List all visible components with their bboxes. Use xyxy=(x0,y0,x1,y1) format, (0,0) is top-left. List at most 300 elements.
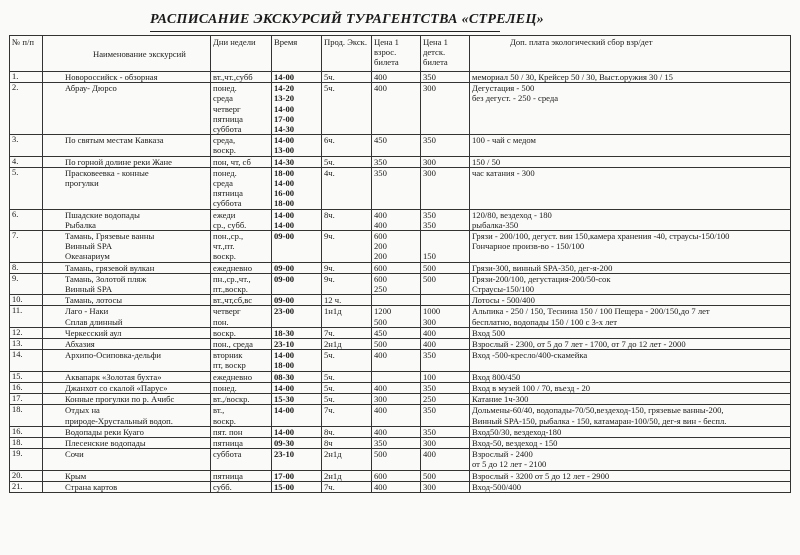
adult-price-line: 500 xyxy=(374,316,387,327)
extra-fees-line: Лотосы - 500/400 xyxy=(472,295,535,306)
duration: 12 ч. xyxy=(322,295,372,306)
departure-time-line: 16-00 xyxy=(274,188,295,199)
table-row xyxy=(10,156,791,167)
days-of-week-line: пт, воскр xyxy=(213,360,246,371)
adult-price-line: 600 xyxy=(374,273,387,284)
header-cell: Наименование экскурсий xyxy=(43,36,211,72)
child-price xyxy=(421,327,470,338)
duration: 5ч. xyxy=(322,350,372,371)
duration: 8ч xyxy=(322,437,372,448)
adult-price xyxy=(372,339,421,350)
extra-fees xyxy=(470,72,791,83)
row-number: 16. xyxy=(10,382,43,393)
days-of-week-line: воскр. xyxy=(213,145,236,156)
departure-time-line: 17-00 xyxy=(274,113,295,124)
table-row xyxy=(10,382,791,393)
child-price-line: 1000 xyxy=(423,306,441,317)
table-row xyxy=(10,437,791,448)
days-of-week xyxy=(211,382,272,393)
child-price xyxy=(421,167,470,209)
row-number: 14. xyxy=(10,350,43,371)
excursion-name xyxy=(43,167,211,209)
adult-price xyxy=(372,72,421,83)
child-price xyxy=(421,156,470,167)
extra-fees xyxy=(470,426,791,437)
header-cell: № п/п xyxy=(10,36,43,72)
extra-fees xyxy=(470,273,791,294)
row-number: 2. xyxy=(10,83,43,135)
child-price xyxy=(421,72,470,83)
days-of-week-line: пон. xyxy=(213,316,229,327)
excursion-name-line: Страна картов xyxy=(65,481,118,492)
duration: 5ч. xyxy=(322,156,372,167)
table-row xyxy=(10,135,791,156)
table-row xyxy=(10,394,791,405)
extra-fees-line: 120/80, вездеход - 180 xyxy=(472,209,552,220)
adult-price-line: 400 xyxy=(374,426,387,437)
extra-fees-line: Взрослый - 2300, от 5 до 7 лет - 1700, от 7 до 12 лет - 2000 xyxy=(472,339,686,350)
row-number: 3. xyxy=(10,135,43,156)
excursion-name-line: Абрау- Дюрсо xyxy=(65,83,117,94)
excursion-name xyxy=(43,72,211,83)
days-of-week xyxy=(211,273,272,294)
child-price xyxy=(421,481,470,492)
days-of-week xyxy=(211,394,272,405)
excursion-name xyxy=(43,470,211,481)
departure-time xyxy=(272,339,322,350)
excursion-name-line: Тамань, Грязевые ванны xyxy=(65,231,155,242)
child-price xyxy=(421,350,470,371)
adult-price-line: 400 xyxy=(374,219,387,230)
child-price-line: 300 xyxy=(423,481,436,492)
table-row xyxy=(10,449,791,470)
adult-price-line: 350 xyxy=(374,156,387,167)
departure-time-line: 23-00 xyxy=(274,306,295,317)
extra-fees xyxy=(470,295,791,306)
child-price-line: 400 xyxy=(423,327,436,338)
departure-time-line: 08-30 xyxy=(274,371,295,382)
days-of-week xyxy=(211,327,272,338)
days-of-week-line: пн.,ср.,чт., xyxy=(213,273,251,284)
child-price-line: 400 xyxy=(423,449,436,460)
extra-fees-line: Катание 1ч-300 xyxy=(472,394,529,405)
departure-time xyxy=(272,327,322,338)
extra-fees-line: Грязи-300, винный SPA-350, дег-я-200 xyxy=(472,262,613,273)
row-number: 5. xyxy=(10,167,43,209)
child-price-line: 300 xyxy=(423,316,436,327)
adult-price-line: 200 xyxy=(374,241,387,252)
header-cell: Дни недели xyxy=(211,36,272,72)
adult-price-line: 350 xyxy=(374,437,387,448)
departure-time-line: 14-00 xyxy=(274,426,295,437)
table-row xyxy=(10,273,791,294)
excursion-name-line: Черкесский аул xyxy=(65,327,122,338)
days-of-week-line: суббота xyxy=(213,198,242,209)
header-cell: Доп. плата экологический сбор взр/дет xyxy=(470,36,791,72)
adult-price xyxy=(372,350,421,371)
excursion-name-line: Пшадские водопады xyxy=(65,209,140,220)
extra-fees xyxy=(470,156,791,167)
excursion-name-line: Абхазия xyxy=(65,339,95,350)
row-number: 19. xyxy=(10,449,43,470)
extra-fees-line: Вход-500/400 xyxy=(472,481,522,492)
table-row xyxy=(10,339,791,350)
row-number: 15. xyxy=(10,371,43,382)
extra-fees-line: 100 - чай с медом xyxy=(472,135,536,146)
adult-price-line: 300 xyxy=(374,394,387,405)
excursion-name-line: Плесенские водопады xyxy=(65,437,146,448)
days-of-week-line: пон., среда xyxy=(213,339,253,350)
adult-price-line: 250 xyxy=(374,284,387,295)
departure-time-line: 14-00 xyxy=(274,135,295,146)
child-price-line: 300 xyxy=(423,437,436,448)
departure-time xyxy=(272,405,322,426)
adult-price-line: 400 xyxy=(374,405,387,416)
extra-fees xyxy=(470,449,791,470)
departure-time-line: 23-10 xyxy=(274,449,295,460)
days-of-week-line: вт.,чт.,субб xyxy=(213,72,253,82)
child-price xyxy=(421,262,470,273)
days-of-week xyxy=(211,295,272,306)
adult-price xyxy=(372,83,421,135)
days-of-week xyxy=(211,209,272,230)
departure-time xyxy=(272,209,322,230)
days-of-week xyxy=(211,135,272,156)
excursion-name-line: Рыбалка xyxy=(65,219,96,230)
row-number: 12. xyxy=(10,327,43,338)
duration: 5ч. xyxy=(322,394,372,405)
child-price-line: 500 xyxy=(423,470,436,481)
days-of-week xyxy=(211,339,272,350)
row-number: 16. xyxy=(10,426,43,437)
extra-fees-line: Грязи-200/100, дегустация-200/50-сок xyxy=(472,273,611,284)
table-row xyxy=(10,405,791,426)
child-price-line: 500 xyxy=(423,262,436,273)
child-price-line: 300 xyxy=(423,167,436,178)
child-price xyxy=(421,449,470,470)
excursion-name xyxy=(43,339,211,350)
extra-fees-line: час катания - 300 xyxy=(472,167,535,178)
days-of-week-line: четверг xyxy=(213,306,241,317)
excursion-name xyxy=(43,437,211,448)
departure-time xyxy=(272,83,322,135)
days-of-week-line: пон.,ср., xyxy=(213,231,244,242)
adult-price-line xyxy=(374,372,418,382)
days-of-week-line: пон, чт, сб xyxy=(213,156,251,167)
departure-time-line: 18-30 xyxy=(274,327,295,338)
child-price xyxy=(421,339,470,350)
departure-time-line: 15-00 xyxy=(274,481,295,492)
extra-fees-line: мемориал 50 / 30, Крейсер 50 / 30, Выст.оружия 30 / 15 xyxy=(472,72,673,82)
departure-time xyxy=(272,295,322,306)
adult-price-line: 400 xyxy=(374,209,387,220)
excursion-name-line: Прасковеевка - конные xyxy=(65,167,149,178)
excursion-name-line: Джанхот со скалой «Парус» xyxy=(65,382,168,393)
excursion-name xyxy=(43,327,211,338)
days-of-week-line: понед. xyxy=(213,83,237,94)
row-number: 10. xyxy=(10,295,43,306)
adult-price-line: 400 xyxy=(374,481,387,492)
excursion-name-line: Архипо-Осиповка-дельфи xyxy=(65,350,162,361)
departure-time-line: 23-10 xyxy=(274,339,295,350)
child-price-line: 500 xyxy=(423,273,436,284)
excursion-table xyxy=(9,35,791,493)
row-number: 1. xyxy=(10,72,43,83)
departure-time-line: 17-00 xyxy=(274,470,295,481)
child-price xyxy=(421,426,470,437)
extra-fees-line: Вход 500 xyxy=(472,327,506,338)
child-price-line: 300 xyxy=(423,83,436,94)
header-cell: Цена 1 детск. билета xyxy=(421,36,470,72)
child-price-line: 350 xyxy=(423,72,436,82)
adult-price xyxy=(372,449,421,470)
extra-fees-line: Вход50/30, вездеход-180 xyxy=(472,426,562,437)
child-price xyxy=(421,405,470,426)
excursion-name-line: Водопады реки Куаго xyxy=(65,426,144,437)
child-price-line xyxy=(423,231,467,241)
table-row xyxy=(10,209,791,230)
duration: 2н1д xyxy=(322,470,372,481)
excursion-name xyxy=(43,405,211,426)
duration: 2н1д xyxy=(322,339,372,350)
header-cell: Цена 1 взрос. билета xyxy=(372,36,421,72)
row-number: 9. xyxy=(10,273,43,294)
departure-time-line: 09-00 xyxy=(274,262,295,273)
extra-fees xyxy=(470,231,791,263)
adult-price-line: 350 xyxy=(374,167,387,178)
departure-time-line: 14-00 xyxy=(274,72,295,82)
departure-time xyxy=(272,481,322,492)
departure-time xyxy=(272,231,322,263)
excursion-name-line: Отдых на xyxy=(65,405,100,416)
excursion-name-line: Винный SPA xyxy=(65,241,113,252)
extra-fees-line: Страусы-150/100 xyxy=(472,284,535,295)
row-number: 13. xyxy=(10,339,43,350)
excursion-name-line: Сочи xyxy=(65,449,84,460)
excursion-name xyxy=(43,231,211,263)
adult-price xyxy=(372,156,421,167)
duration: 9ч. xyxy=(322,273,372,294)
departure-time-line: 14-00 xyxy=(274,219,295,230)
extra-fees-line: Грязи - 200/100, дегуст. вин 150,камера хранения -40, страусы-150/100 xyxy=(472,231,730,242)
departure-time-line: 14-00 xyxy=(274,103,295,114)
adult-price xyxy=(372,167,421,209)
excursion-name xyxy=(43,209,211,230)
departure-time-line: 14-00 xyxy=(274,382,295,393)
extra-fees xyxy=(470,327,791,338)
duration: 7ч. xyxy=(322,405,372,426)
adult-price xyxy=(372,470,421,481)
duration: 5ч. xyxy=(322,371,372,382)
table-row xyxy=(10,262,791,273)
excursion-name xyxy=(43,295,211,306)
days-of-week xyxy=(211,167,272,209)
child-price xyxy=(421,83,470,135)
days-of-week-line: вт.,/воскр. xyxy=(213,394,250,405)
excursion-name xyxy=(43,156,211,167)
departure-time xyxy=(272,437,322,448)
row-number: 6. xyxy=(10,209,43,230)
extra-fees xyxy=(470,167,791,209)
duration: 5ч. xyxy=(322,72,372,83)
days-of-week xyxy=(211,437,272,448)
extra-fees xyxy=(470,437,791,448)
days-of-week xyxy=(211,405,272,426)
days-of-week-line: вт., xyxy=(213,405,225,416)
departure-time-line: 09-00 xyxy=(274,231,295,242)
child-price-line: 350 xyxy=(423,350,436,361)
duration: 6ч. xyxy=(322,135,372,156)
row-number: 20. xyxy=(10,470,43,481)
table-row xyxy=(10,327,791,338)
extra-fees-line: Взрослый - 3200 от 5 до 12 лет - 2900 xyxy=(472,470,610,481)
adult-price-line: 1200 xyxy=(374,306,392,317)
departure-time-line: 14-00 xyxy=(274,209,295,220)
excursion-name xyxy=(43,350,211,371)
child-price xyxy=(421,231,470,263)
days-of-week-line: пят. пон xyxy=(213,426,243,437)
title-underline xyxy=(150,31,500,32)
departure-time xyxy=(272,262,322,273)
extra-fees-line: Взрослый - 2400 xyxy=(472,449,533,460)
adult-price xyxy=(372,371,421,382)
departure-time-line: 09-00 xyxy=(274,295,295,306)
child-price xyxy=(421,295,470,306)
extra-fees xyxy=(470,405,791,426)
excursion-name-line: Новороссийск - обзорная xyxy=(65,72,158,82)
child-price xyxy=(421,470,470,481)
extra-fees xyxy=(470,339,791,350)
extra-fees xyxy=(470,306,791,327)
excursion-name-line: Лаго - Наки xyxy=(65,306,109,317)
duration: 9ч. xyxy=(322,231,372,263)
adult-price-line: 400 xyxy=(374,72,387,82)
row-number: 7. xyxy=(10,231,43,263)
departure-time xyxy=(272,135,322,156)
adult-price xyxy=(372,273,421,294)
child-price xyxy=(421,371,470,382)
days-of-week-line: ежедневно xyxy=(213,371,253,382)
row-number: 4. xyxy=(10,156,43,167)
child-price-line xyxy=(423,295,467,305)
excursion-name-line: Океанариум xyxy=(65,251,110,262)
departure-time-line: 18-00 xyxy=(274,360,295,371)
adult-price xyxy=(372,437,421,448)
days-of-week xyxy=(211,231,272,263)
days-of-week-line: вторник xyxy=(213,350,243,361)
extra-fees-line: Гончарное произв-во - 150/100 xyxy=(472,241,585,252)
duration: 9ч. xyxy=(322,262,372,273)
child-price-line: 350 xyxy=(423,405,436,416)
days-of-week xyxy=(211,306,272,327)
table-row xyxy=(10,231,791,263)
extra-fees-line: Альпика - 250 / 150, Теснина 150 / 100 Пещера - 200/150,до 7 лет xyxy=(472,306,710,317)
excursion-name xyxy=(43,481,211,492)
days-of-week xyxy=(211,350,272,371)
departure-time-line: 09-30 xyxy=(274,437,295,448)
departure-time-line: 14-00 xyxy=(274,178,295,189)
header-cell: Время xyxy=(272,36,322,72)
extra-fees-line: Винный SPA-150, рыбалка - 150, катамаран-100/50, дег-я вин - беспл. xyxy=(472,415,727,426)
departure-time-line: 18-00 xyxy=(274,167,295,178)
days-of-week xyxy=(211,371,272,382)
adult-price xyxy=(372,262,421,273)
excursion-name-line: По святым местам Кавказа xyxy=(65,135,164,146)
departure-time-line: 14-00 xyxy=(274,405,295,416)
departure-time xyxy=(272,470,322,481)
days-of-week-line: среда, xyxy=(213,135,236,146)
extra-fees-line: Вход 800/450 xyxy=(472,371,521,382)
child-price-line: 350 xyxy=(423,219,436,230)
child-price xyxy=(421,382,470,393)
excursion-name xyxy=(43,83,211,135)
excursion-name-line: Тамань, лотосы xyxy=(65,295,123,306)
child-price-line: 350 xyxy=(423,426,436,437)
excursion-name xyxy=(43,262,211,273)
row-number: 8. xyxy=(10,262,43,273)
extra-fees-line: от 5 до 12 лет - 2100 xyxy=(472,459,547,470)
duration: 8ч. xyxy=(322,209,372,230)
extra-fees xyxy=(470,209,791,230)
adult-price xyxy=(372,382,421,393)
duration: 5ч. xyxy=(322,382,372,393)
child-price-line: 150 xyxy=(423,251,436,262)
child-price-line: 300 xyxy=(423,156,436,167)
adult-price xyxy=(372,295,421,306)
days-of-week-line: ср., субб. xyxy=(213,219,247,230)
child-price xyxy=(421,209,470,230)
departure-time-line: 18-00 xyxy=(274,198,295,209)
table-row xyxy=(10,295,791,306)
days-of-week-line: пятница xyxy=(213,470,243,481)
child-price-line xyxy=(423,241,467,251)
excursion-name xyxy=(43,306,211,327)
duration: 8ч. xyxy=(322,426,372,437)
days-of-week-line: воскр. xyxy=(213,327,236,338)
row-number: 11. xyxy=(10,306,43,327)
adult-price-line xyxy=(374,295,418,305)
adult-price xyxy=(372,426,421,437)
extra-fees xyxy=(470,481,791,492)
extra-fees xyxy=(470,394,791,405)
adult-price-line: 500 xyxy=(374,339,387,350)
row-number: 18. xyxy=(10,405,43,426)
table-row xyxy=(10,481,791,492)
days-of-week-line: ежедневно xyxy=(213,262,253,273)
extra-fees xyxy=(470,135,791,156)
extra-fees xyxy=(470,350,791,371)
excursion-name-line: природе-Хрустальный водоп. xyxy=(65,415,173,426)
table-row xyxy=(10,72,791,83)
excursion-name xyxy=(43,135,211,156)
excursion-name xyxy=(43,449,211,470)
adult-price-line: 600 xyxy=(374,231,387,242)
extra-fees xyxy=(470,470,791,481)
child-price xyxy=(421,306,470,327)
departure-time-line: 09-00 xyxy=(274,273,295,284)
days-of-week-line: вт.,чт,сб,вс xyxy=(213,295,253,306)
adult-price-line: 400 xyxy=(374,83,387,94)
table-header-row xyxy=(10,36,791,72)
adult-price xyxy=(372,394,421,405)
extra-fees-line: рыбалка-350 xyxy=(472,219,519,230)
excursion-name xyxy=(43,371,211,382)
table-row xyxy=(10,83,791,135)
header-cell: Прод. Экск. xyxy=(322,36,372,72)
adult-price-line: 600 xyxy=(374,262,387,273)
extra-fees xyxy=(470,371,791,382)
adult-price xyxy=(372,405,421,426)
